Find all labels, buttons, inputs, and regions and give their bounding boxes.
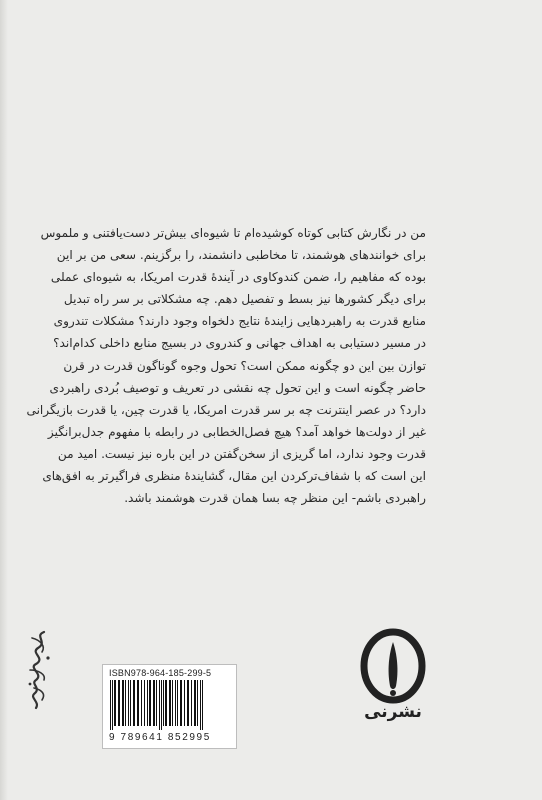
publisher-logo [355,628,431,740]
cover-edge [0,0,8,800]
blurb-line: حاضر چگونه است و این تحول چه نقشی در تعریف و توصیف بُردی راهبردی [49,380,426,395]
blurb-line: راهبردی باشم- این منظر چه بسا همان قدرت هوشمند باشد. [124,491,426,506]
blurb-line: در مسیر دستیابی به اهداف جهانی و کندروی در بسیج منابع داخلی کدام‌اند؟ [53,336,426,351]
barcode-digits: 9 789641 852995 [109,732,211,743]
blurb-line: بوده که مفاهیم را، ضمن کندوکاوی در آیندهٔ قدرت امریکا، به شیوه‌ای عملی [50,270,426,285]
blurb-line: برای خوانندهای هوشمند، تا مخاطبی دانشمند، را برگزینم. سعی من بر این [56,248,426,263]
publisher-name: نشرنی [364,702,422,722]
blurb-line: قدرت وجود ندارد، اما گریزی از سخن‌گفتن در این باره نیز نیست. امید من [57,446,426,461]
barcode-label [102,664,237,749]
barcode-bars [109,680,230,730]
blurb-line: این است که با شفاف‌ترکردن این مقال، گشایندهٔ منظری فراگیرتر به افق‌های [42,469,426,484]
isbn-text: ISBN978-964-185-299-5 [109,668,212,678]
reed-flute-logo-icon [360,628,426,704]
blurb-line: من در نگارش کتابی کوتاه کوشیده‌ام تا شیوه‌ای بیش‌تر دست‌یافتنی و ملموس [40,226,426,240]
calligraphy-signature-mark [24,628,54,710]
blurb-text [26,222,426,509]
blurb-line: غیر از دولت‌ها خواهد آمد؟ هیچ فصل‌الخطابی در رابطه با مفهوم جدل‌برانگیز [47,424,426,439]
blurb-line: توازن بین این دو چگونه ممکن است؟ تحول وجوه گوناگون قدرت در قرن [63,358,426,373]
blurb-line: منابع قدرت به راهبردهایی زایندهٔ نتایج دلخواه وجود دارند؟ مشکلات تندروی [53,314,426,329]
blurb-line: دارد؟ در عصر اینترنت چه بر سر قدرت امریکا، یا قدرت چین، یا قدرت بازیگرانی [26,402,426,417]
blurb-line: برای دیگر کشورها نیز بسط و تفصیل دهم. چه مشکلاتی بر سر راه تبدیل [63,292,426,307]
